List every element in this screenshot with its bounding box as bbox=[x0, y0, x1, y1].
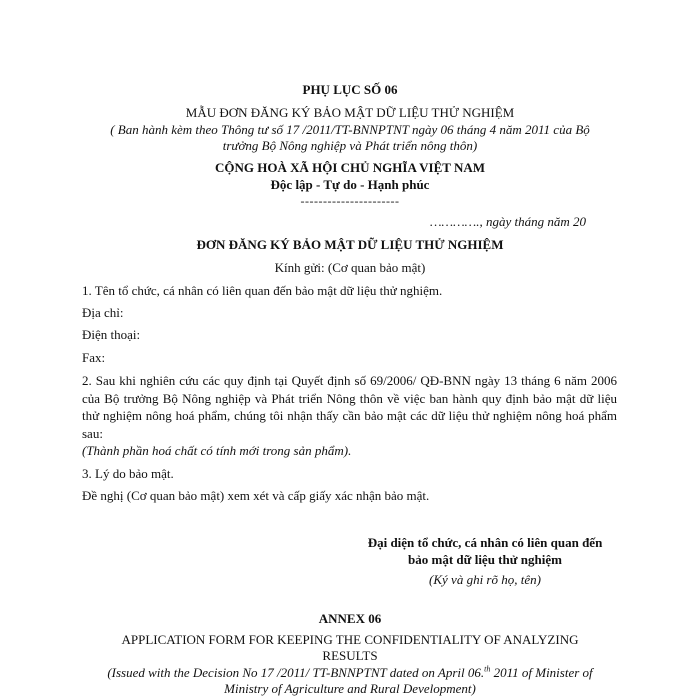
nation-title: CỘNG HOÀ XÃ HỘI CHỦ NGHĨA VIỆT NAM bbox=[214, 160, 486, 175]
phone-label: Điện thoại: bbox=[82, 327, 141, 342]
motto-divider: ---------------------- bbox=[300, 194, 400, 208]
item-3-reason: 3. Lý do bảo mật. bbox=[82, 466, 174, 481]
date-line: …………., ngày tháng năm 20 bbox=[430, 214, 587, 229]
issued-note-line2: trưởng Bộ Nông nghiệp và Phát triển nông thôn) bbox=[222, 138, 478, 153]
fax-label: Fax: bbox=[82, 350, 106, 365]
addressee: Kính gửi: (Cơ quan bảo mật) bbox=[274, 260, 426, 275]
signature-title-line1: Đại diện tổ chức, cá nhân có liên quan đến bbox=[367, 535, 603, 550]
issued-note-line1: ( Ban hành kèm theo Thông tư số 17 /2011/TT-BNNPTNT ngày 06 tháng 4 năm 2011 của Bộ bbox=[110, 122, 590, 137]
issued-note-en-part2: 2011 of Minister of bbox=[490, 665, 593, 680]
signature-title-line2: bảo mật dữ liệu thử nghiệm bbox=[408, 552, 562, 567]
issued-note-en-part1: (Issued with the Decision No 17 /2011/ TT-BNNPTNT dated on April 06. bbox=[107, 665, 485, 680]
request-statement: Đề nghị (Cơ quan bảo mật) xem xét và cấp giấy xác nhận bảo mật. bbox=[82, 488, 430, 503]
item-1-organization: 1. Tên tổ chức, cá nhân có liên quan đến bảo mật dữ liệu thử nghiệm. bbox=[82, 283, 443, 298]
annex-title-vn: PHỤ LỤC SỐ 06 bbox=[302, 82, 398, 97]
item-2-paragraph: 2. Sau khi nghiên cứu các quy định tại Quyết định số 69/2006/ QĐ-BNN ngày 13 tháng 6 năm 2006 của Bộ trưởng Bộ Nông nghiệp và Phát triển Nông thôn về việc ban hành quy định bảo mật dữ liệu thử nghiệm nông hoá phẩm, chúng tôi nhận thấy cần bảo mật các dữ liệu thử nghiệm nông hoá phẩm sau: bbox=[82, 373, 617, 441]
application-title: ĐƠN ĐĂNG KÝ BẢO MẬT DỮ LIỆU THỬ NGHIỆM bbox=[196, 237, 504, 252]
form-title-en-line2: RESULTS bbox=[322, 648, 378, 663]
issued-note-en-line2: Ministry of Agriculture and Rural Development) bbox=[224, 681, 476, 696]
form-title-en-line1: APPLICATION FORM FOR KEEPING THE CONFIDENTIALITY OF ANALYZING bbox=[121, 632, 579, 647]
signature-note: (Ký và ghi rõ họ, tên) bbox=[429, 572, 541, 587]
item-2-note: (Thành phần hoá chất có tính mới trong sản phẩm). bbox=[82, 443, 352, 458]
annex-title-en: ANNEX 06 bbox=[318, 611, 382, 626]
issued-note-en-sup: th bbox=[484, 664, 491, 674]
address-label: Địa chỉ: bbox=[82, 305, 124, 320]
national-motto: Độc lập - Tự do - Hạnh phúc bbox=[270, 177, 430, 192]
form-title-vn: MẪU ĐƠN ĐĂNG KÝ BẢO MẬT DỮ LIỆU THỬ NGHIỆM bbox=[185, 105, 515, 120]
issued-note-en-line1 bbox=[0, 665, 700, 681]
